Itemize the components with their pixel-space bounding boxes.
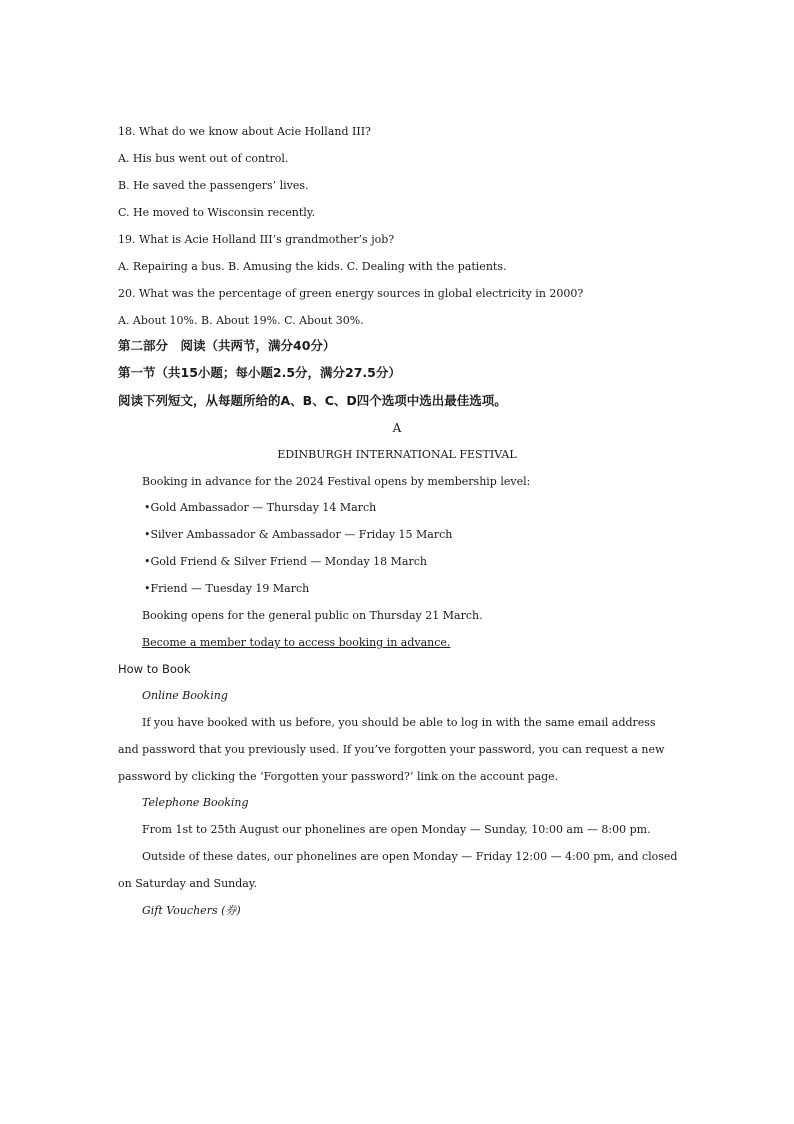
online-booking-heading: Online Booking (142, 689, 228, 702)
become-member-link[interactable]: Become a member today to access booking in advance. (142, 636, 451, 649)
telephone-booking-line: on Saturday and Sunday. (118, 877, 258, 890)
membership-level-item: •Gold Ambassador — Thursday 14 March (144, 501, 377, 514)
online-booking-line: password by clicking the ‘Forgotten your password?’ link on the account page. (118, 770, 559, 783)
membership-level-item: •Gold Friend & Silver Friend — Monday 18 March (144, 555, 427, 568)
online-booking-line: If you have booked with us before, you should be able to log in with the same email address (142, 716, 656, 729)
online-booking-line: and password that you previously used. If you’ve forgotten your password, you can request a new (118, 743, 665, 756)
question-18-option-c: C. He moved to Wisconsin recently. (118, 206, 316, 219)
question-20-options: A. About 10%. B. About 19%. C. About 30%. (118, 314, 364, 327)
general-public-note: Booking opens for the general public on Thursday 21 March. (142, 609, 483, 622)
section-part-heading: 第二部分 阅读（共两节，满分40分） (118, 338, 336, 353)
question-19-options: A. Repairing a bus. B. Amusing the kids. C. Dealing with the patients. (118, 260, 507, 273)
question-18-stem: 18. What do we know about Acie Holland III? (118, 125, 371, 138)
question-20-stem: 20. What was the percentage of green energy sources in global electricity in 2000? (118, 287, 584, 300)
telephone-booking-line: Outside of these dates, our phonelines are open Monday — Friday 12:00 — 4:00 pm, and closed (142, 850, 678, 863)
question-18-option-b: B. He saved the passengers’ lives. (118, 179, 309, 192)
question-19-stem: 19. What is Acie Holland III’s grandmother’s job? (118, 233, 395, 246)
telephone-booking-heading: Telephone Booking (142, 796, 249, 809)
membership-level-item: •Silver Ambassador & Ambassador — Friday 15 March (144, 528, 453, 541)
passage-letter: A (392, 421, 402, 435)
question-18-option-a: A. His bus went out of control. (118, 152, 289, 165)
section-instruction: 阅读下列短文，从每题所给的A、B、C、D四个选项中选出最佳选项。 (118, 393, 507, 408)
telephone-booking-line: From 1st to 25th August our phonelines are open Monday — Sunday, 10:00 am — 8:00 pm. (142, 823, 651, 836)
gift-vouchers-heading: Gift Vouchers (券) (142, 904, 241, 917)
booking-intro: Booking in advance for the 2024 Festival opens by membership level: (142, 475, 531, 488)
how-to-book-heading: How to Book (118, 662, 191, 676)
passage-title: EDINBURGH INTERNATIONAL FESTIVAL (277, 448, 517, 461)
membership-level-item: •Friend — Tuesday 19 March (144, 582, 310, 595)
section-sub-heading: 第一节（共15小题；每小题2.5分，满分27.5分） (118, 365, 401, 380)
